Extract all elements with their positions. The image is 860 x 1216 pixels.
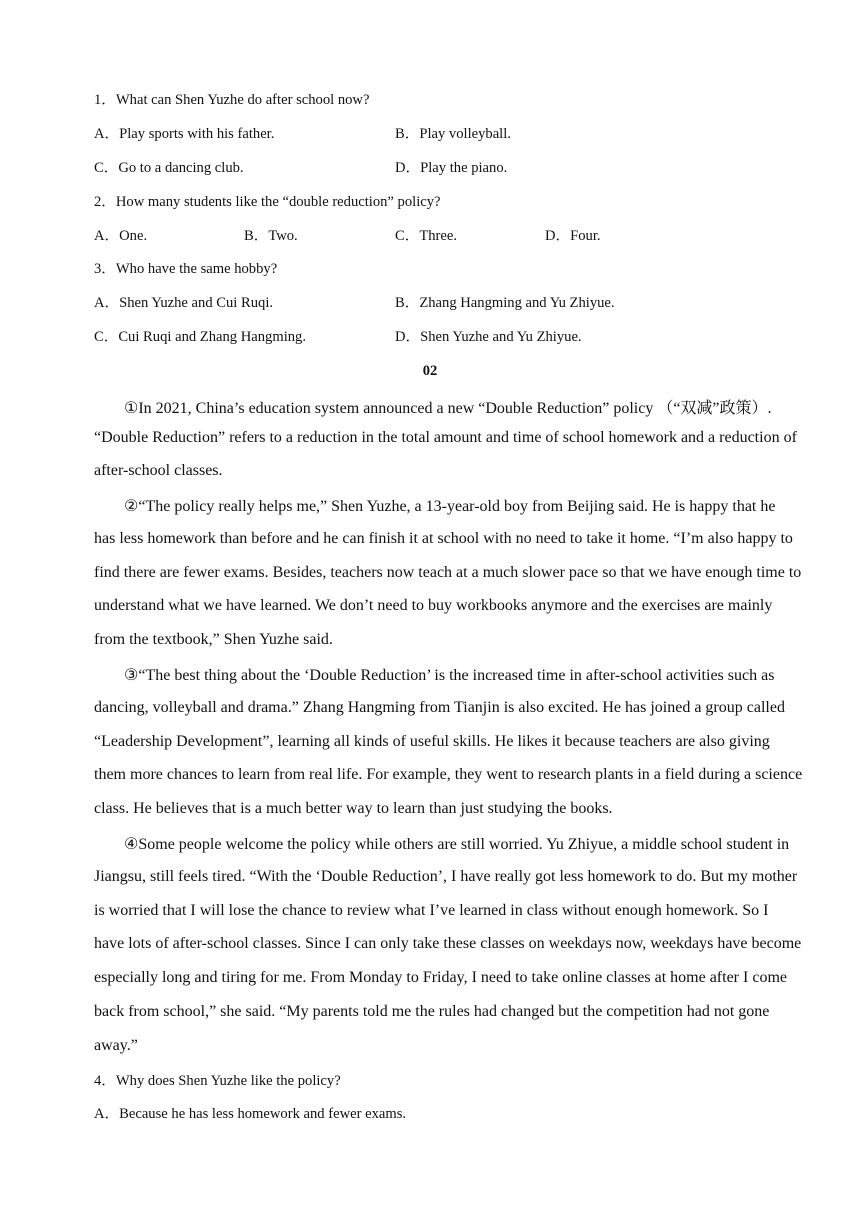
passage-line: away.” <box>94 1037 138 1054</box>
passage-line: ①In 2021, China’s education system announced a new “Double Reduction” policy （“双减”政策）. <box>124 400 772 417</box>
question-2-option-b: B．Two. <box>244 228 298 244</box>
question-2-option-d: D．Four. <box>545 228 601 244</box>
question-2-option-c: C．Three. <box>395 228 458 244</box>
passage-line: has less homework than before and he can finish it at school with no need to take it home. “I’m also happy to <box>94 530 793 547</box>
question-1-option-d: D．Play the piano. <box>395 160 508 176</box>
question-1-option-c: C．Go to a dancing club. <box>94 160 244 176</box>
passage-line: back from school,” she said. “My parents told me the rules had changed but the competition had not gone <box>94 1003 770 1020</box>
passage-line: Jiangsu, still feels tired. “With the ‘Double Reduction’, I have really got less homework to do. But my mother <box>94 868 798 885</box>
passage-line: after-school classes. <box>94 462 223 479</box>
question-3-option-a: A．Shen Yuzhe and Cui Ruqi. <box>94 295 274 311</box>
passage-line: especially long and tiring for me. From Monday to Friday, I need to take online classes at home after I come <box>94 969 787 986</box>
passage-line: “Double Reduction” refers to a reduction in the total amount and time of school homework and a reduction of <box>94 429 797 446</box>
passage-line: understand what we have learned. We don’t need to buy workbooks anymore and the exercises are mainly <box>94 597 773 614</box>
passage-line: have lots of after-school classes. Since I can only take these classes on weekdays now, weekdays have become <box>94 935 802 952</box>
question-4-option-a: A．Because he has less homework and fewer exams. <box>94 1106 407 1122</box>
section-heading: 02 <box>422 363 438 379</box>
passage-line: from the textbook,” Shen Yuzhe said. <box>94 631 333 648</box>
passage-line: dancing, volleyball and drama.” Zhang Hangming from Tianjin is also excited. He has joined a group called <box>94 699 785 716</box>
passage-line: ④Some people welcome the policy while others are still worried. Yu Zhiyue, a middle school student in <box>124 836 790 853</box>
question-3-option-d: D．Shen Yuzhe and Yu Zhiyue. <box>395 329 582 345</box>
question-2-stem: 2．How many students like the “double reduction” policy? <box>94 194 441 210</box>
passage-line: them more chances to learn from real life. For example, they went to research plants in a field during a science <box>94 766 803 783</box>
question-1-stem: 1．What can Shen Yuzhe do after school now? <box>94 92 370 108</box>
question-3-stem: 3．Who have the same hobby? <box>94 261 278 277</box>
passage-line: ②“The policy really helps me,” Shen Yuzhe, a 13-year-old boy from Beijing said. He is happy that he <box>124 498 776 515</box>
question-2-option-a: A．One. <box>94 228 148 244</box>
question-1-option-b: B．Play volleyball. <box>395 126 511 142</box>
question-3-option-b: B．Zhang Hangming and Yu Zhiyue. <box>395 295 615 311</box>
passage-line: is worried that I will lose the chance to review what I’ve learned in class without enough homework. So I <box>94 902 769 919</box>
question-1-option-a: A．Play sports with his father. <box>94 126 275 142</box>
passage-line: “Leadership Development”, learning all kinds of useful skills. He likes it because teachers are also giving <box>94 733 770 750</box>
question-4-stem: 4．Why does Shen Yuzhe like the policy? <box>94 1073 341 1089</box>
question-3-option-c: C．Cui Ruqi and Zhang Hangming. <box>94 329 307 345</box>
passage-line: ③“The best thing about the ‘Double Reduction’ is the increased time in after-school activities such as <box>124 667 775 684</box>
passage-line: find there are fewer exams. Besides, teachers now teach at a much slower pace so that we have enough time to <box>94 564 802 581</box>
passage-line: class. He believes that is a much better way to learn than just studying the books. <box>94 800 613 817</box>
